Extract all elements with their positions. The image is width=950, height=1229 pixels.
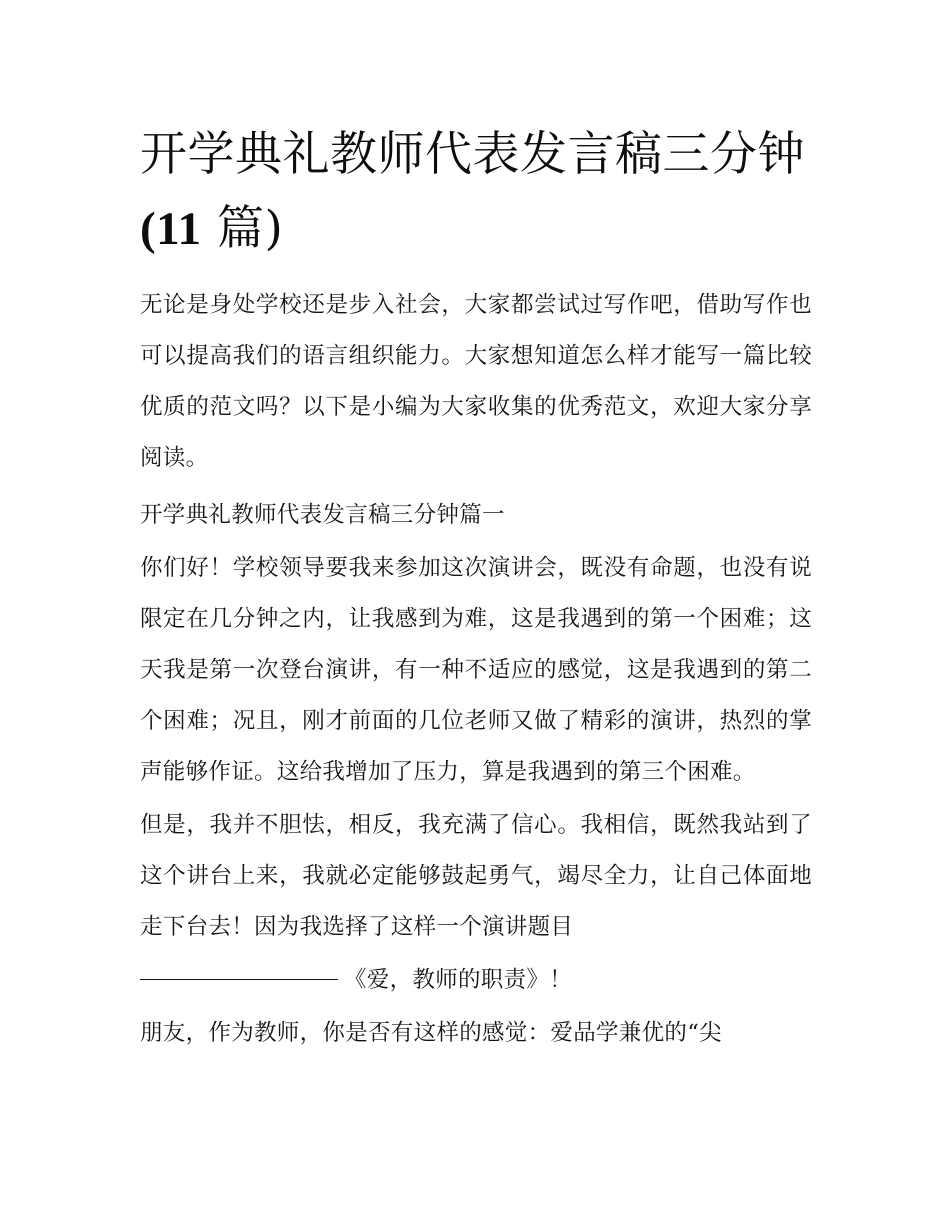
underline-rule	[140, 979, 338, 980]
speech-topic-line	[140, 955, 812, 1006]
title-main-text: 开学典礼教师代表发言稿三分钟	[140, 127, 805, 182]
document-title	[140, 118, 812, 266]
document-body	[140, 118, 812, 1059]
title-count: (11	[140, 203, 202, 255]
section-heading: 开学典礼教师代表发言稿三分钟篇一	[140, 502, 505, 528]
speech-topic: 《爱，教师的职责》！	[344, 967, 573, 993]
body-paragraph-1: 你们好！学校领导要我来参加这次演讲会，既没有命题，也没有说限定在几分钟之内，让我感到为难，这是我遇到的第一个困难；这天我是第一次登台演讲，有一种不适应的感觉，这是我遇到的第二个困难；况且，刚才前面的几位老师又做了精彩的演讲，热烈的掌声能够作证。这给我增加了压力，算是我遇到的第三个困难。	[140, 555, 812, 785]
intro-paragraph: 无论是身处学校还是步入社会，大家都尝试过写作吧，借助写作也可以提高我们的语言组织能力。大家想知道怎么样才能写一篇比较优质的范文吗？以下是小编为大家收集的优秀范文，欢迎大家分享阅读。	[140, 292, 812, 471]
title-tail: 篇)	[201, 201, 284, 256]
body-paragraph-3: 朋友，作为教师，你是否有这样的感觉：爱品学兼优的“尖	[140, 1020, 722, 1046]
body-paragraph-2: 但是，我并不胆怯，相反，我充满了信心。我相信，既然我站到了这个讲台上来，我就必定能够鼓起勇气，竭尽全力，让自己体面地走下台去！因为我选择了这样一个演讲题目	[140, 812, 812, 940]
